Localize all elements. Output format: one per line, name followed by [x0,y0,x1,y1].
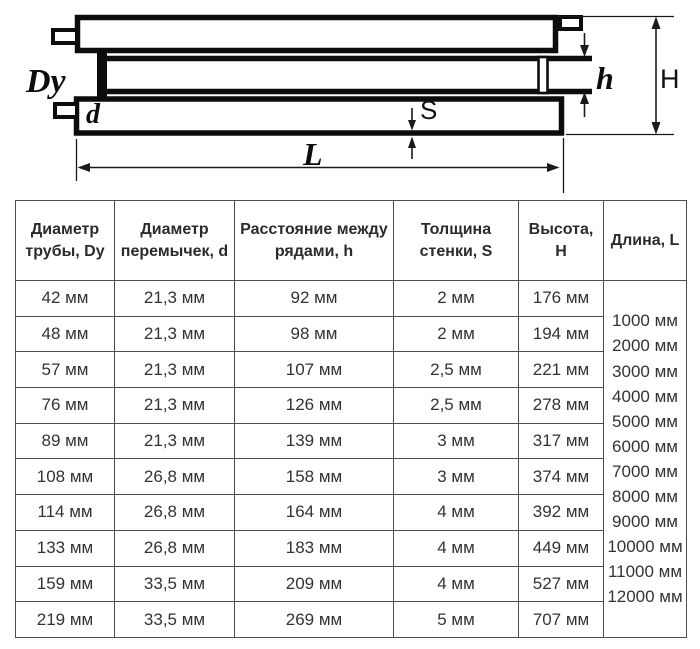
top-left-stub [53,30,77,43]
length-option: 12000 мм [607,587,683,607]
cell-dy: 133 мм [16,530,115,566]
arrow-left-icon [78,163,91,172]
cell-height: 449 мм [519,530,604,566]
label-height: H [660,64,680,94]
table-row [16,423,687,459]
cell-dy: 159 мм [16,566,115,602]
cell-dy: 42 мм [16,281,115,317]
top-right-stub [560,17,581,29]
cell-d: 26,8 мм [115,459,235,495]
right-jumper-shape [539,57,548,93]
cell-dy: 108 мм [16,459,115,495]
cell-d: 21,3 мм [115,281,235,317]
length-option: 4000 мм [612,386,678,406]
cell-d: 21,3 мм [115,423,235,459]
arrow-down-icon [580,45,589,57]
cell-dy: 76 мм [16,388,115,424]
cell-s: 3 мм [394,423,519,459]
length-option: 1000 мм [612,311,678,331]
cell-dy: 89 мм [16,423,115,459]
table-row [16,281,687,317]
cell-s: 5 мм [394,602,519,638]
label-row-spacing: h [596,60,614,96]
table-row [16,566,687,602]
spec-table [15,200,687,638]
length-option: 10000 мм [607,537,683,557]
length-option: 7000 мм [612,461,678,481]
cell-d: 21,3 мм [115,316,235,352]
cell-h: 164 мм [235,495,394,531]
cell-dy: 219 мм [16,602,115,638]
length-option: 2000 мм [612,336,678,356]
header-row-spacing: Расстояние между рядами, h [235,201,394,281]
cell-s: 2,5 мм [394,352,519,388]
spec-table-container [15,200,687,638]
length-option: 6000 мм [612,436,678,456]
arrow-down-icon [652,122,661,135]
cell-h: 107 мм [235,352,394,388]
cell-d: 21,3 мм [115,388,235,424]
cell-h: 92 мм [235,281,394,317]
bottom-left-stub [55,104,77,117]
table-row [16,352,687,388]
cell-d: 33,5 мм [115,602,235,638]
cell-height: 392 мм [519,495,604,531]
cell-dy: 48 мм [16,316,115,352]
arrow-up-icon [408,137,416,149]
arrow-right-icon [547,163,560,172]
cell-height: 707 мм [519,602,604,638]
header-jumper-diameter: Диаметр перемычек, d [115,201,235,281]
cell-height: 194 мм [519,316,604,352]
cell-height: 527 мм [519,566,604,602]
cell-d: 21,3 мм [115,352,235,388]
cell-s: 2 мм [394,316,519,352]
cell-d: 26,8 мм [115,530,235,566]
label-length: L [303,136,323,172]
table-row [16,602,687,638]
cell-h: 158 мм [235,459,394,495]
cell-s: 4 мм [394,566,519,602]
cell-lengths [604,281,687,638]
table-row [16,495,687,531]
left-jumper-shape [97,50,107,97]
cell-s: 3 мм [394,459,519,495]
cell-h: 139 мм [235,423,394,459]
length-option: 5000 мм [612,411,678,431]
bottom-pipe-shape [77,99,562,133]
cell-d: 33,5 мм [115,566,235,602]
length-option: 3000 мм [612,361,678,381]
cell-s: 4 мм [394,530,519,566]
label-wall-thickness: S [420,95,438,125]
table-row [16,530,687,566]
cell-s: 2 мм [394,281,519,317]
cell-h: 98 мм [235,316,394,352]
cell-dy: 114 мм [16,495,115,531]
label-pipe-diameter: Dy [26,63,66,100]
register-drawing-svg [0,0,700,198]
label-jumper-diameter: d [86,99,100,130]
header-height: Высота, H [519,201,604,281]
cell-d: 26,8 мм [115,495,235,531]
cell-height: 221 мм [519,352,604,388]
top-pipe-shape [78,18,556,51]
table-row [16,459,687,495]
table-row [16,316,687,352]
length-option: 11000 мм [607,562,683,582]
length-option: 9000 мм [612,512,678,532]
header-length: Длина, L [604,201,687,281]
cell-h: 126 мм [235,388,394,424]
header-pipe-diameter: Диаметр трубы, Dy [16,201,115,281]
cell-height: 374 мм [519,459,604,495]
cell-s: 2,5 мм [394,388,519,424]
cell-height: 278 мм [519,388,604,424]
cell-dy: 57 мм [16,352,115,388]
cell-h: 209 мм [235,566,394,602]
cell-height: 176 мм [519,281,604,317]
table-row [16,388,687,424]
header-row [16,201,687,281]
arrow-up-icon [652,17,661,30]
cell-height: 317 мм [519,423,604,459]
length-option: 8000 мм [612,487,678,507]
cell-s: 4 мм [394,495,519,531]
cell-h: 183 мм [235,530,394,566]
cell-h: 269 мм [235,602,394,638]
header-wall-thickness: Толщина стенки, S [394,201,519,281]
register-drawing [0,0,700,198]
